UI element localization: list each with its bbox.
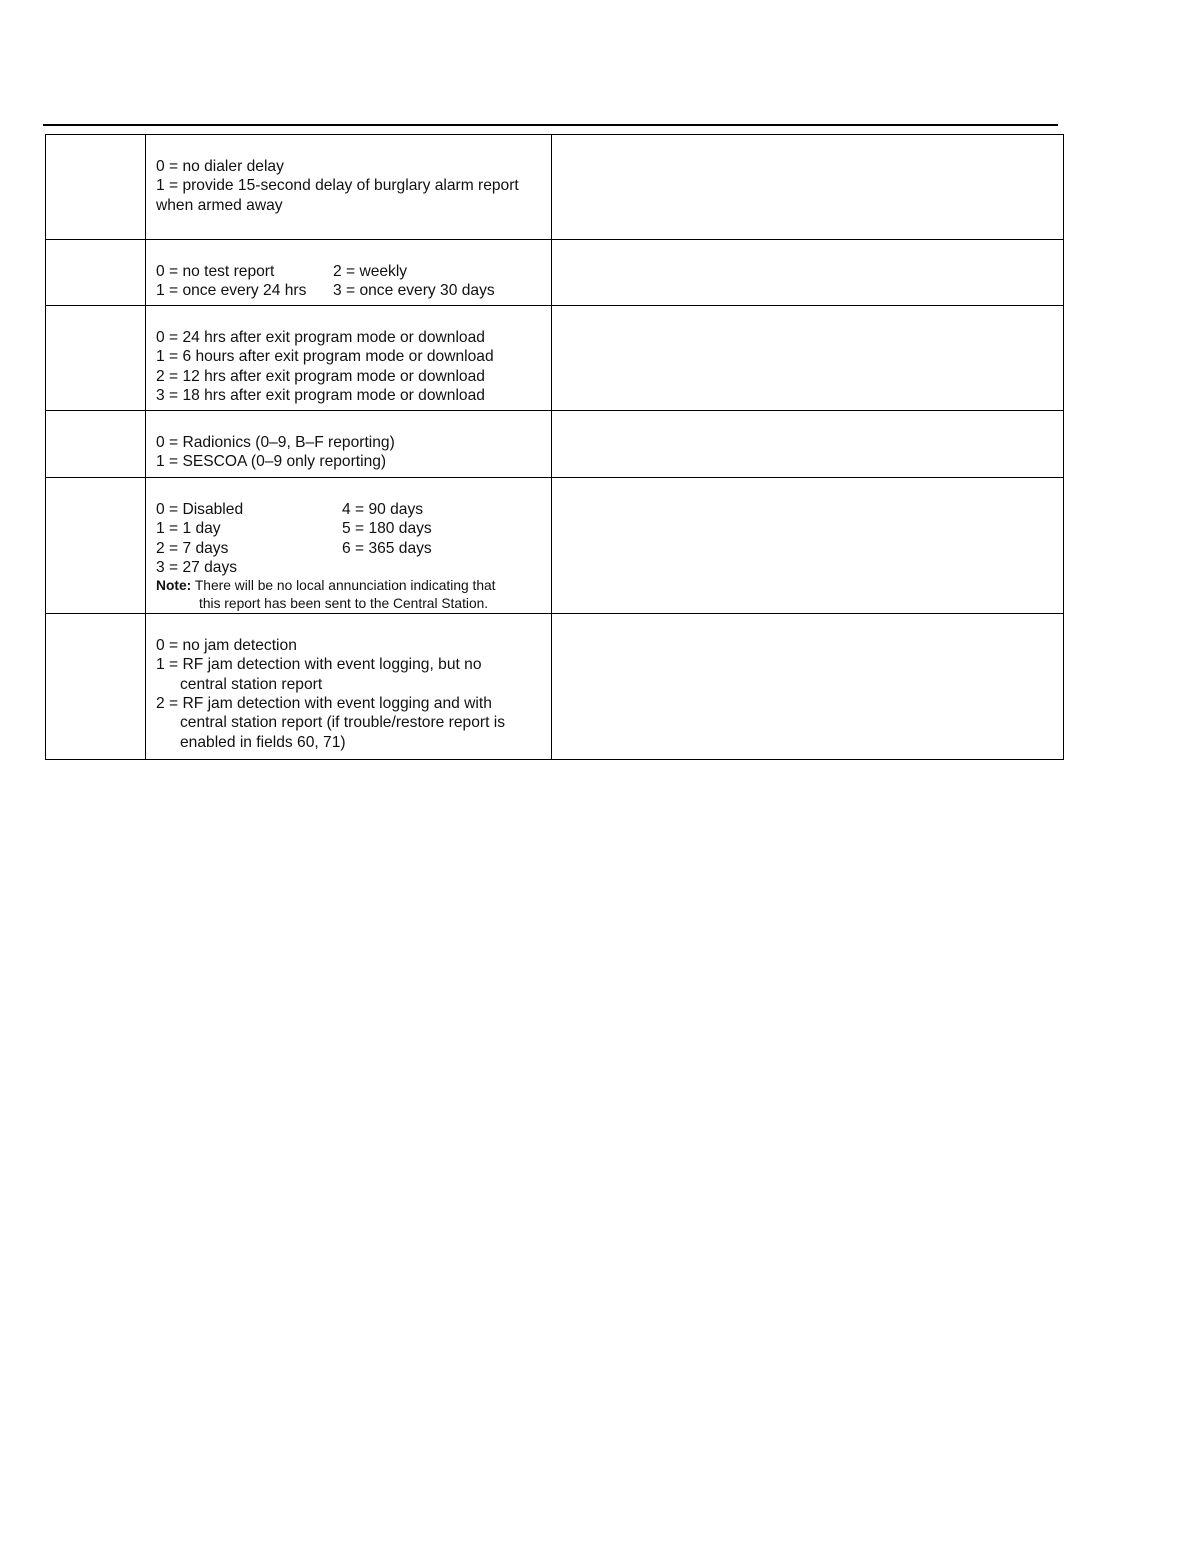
note-label: Note:	[156, 578, 192, 594]
option-line: when armed away	[156, 196, 283, 214]
note-text: There will be no local annunciation indicating that	[194, 578, 496, 594]
header-rule	[43, 124, 1058, 126]
table-row	[46, 614, 1064, 760]
notes-cell	[552, 306, 1064, 411]
option-line: 1 = 6 hours after exit program mode or download	[156, 348, 494, 366]
description-cell	[146, 411, 552, 478]
field-number-cell	[46, 411, 146, 478]
option-line: 2 = 12 hrs after exit program mode or download	[156, 367, 485, 385]
description-cell	[146, 135, 552, 240]
option-left: 2 = 7 days	[156, 539, 229, 557]
table-row	[46, 306, 1064, 411]
notes-cell	[552, 614, 1064, 760]
option-right: 3 = once every 30 days	[333, 282, 495, 300]
option-pair	[156, 262, 541, 281]
option-line: 1 = RF jam detection with event logging, but no	[156, 656, 482, 674]
option-pair	[156, 281, 541, 300]
option-line: 1 = provide 15-second delay of burglary alarm report	[156, 177, 519, 195]
option-line: 2 = RF jam detection with event logging and with	[156, 695, 492, 713]
option-line: 1 = SESCOA (0–9 only reporting)	[156, 453, 387, 471]
option-right: 5 = 180 days	[342, 520, 432, 538]
description-cell	[146, 614, 552, 760]
option-pair	[156, 539, 541, 558]
option-line: 0 = no jam detection	[156, 637, 297, 655]
option-line: 0 = 24 hrs after exit program mode or download	[156, 329, 485, 346]
option-left: 0 = no test report	[156, 263, 275, 280]
description-cell	[146, 306, 552, 411]
notes-cell	[552, 240, 1064, 306]
option-right: 6 = 365 days	[342, 539, 432, 557]
option-line: 0 = Radionics (0–9, B–F reporting)	[156, 434, 395, 451]
notes-cell	[552, 478, 1064, 614]
description-cell	[146, 240, 552, 306]
field-number-cell	[46, 240, 146, 306]
notes-cell	[552, 411, 1064, 478]
option-left: 1 = once every 24 hrs	[156, 282, 307, 300]
option-left: 1 = 1 day	[156, 520, 221, 538]
note-continuation: this report has been sent to the Central Station.	[199, 596, 489, 612]
option-line-continuation: enabled in fields 60, 71)	[180, 733, 346, 751]
table-row	[46, 411, 1064, 478]
field-number-cell	[46, 306, 146, 411]
table-row	[46, 135, 1064, 240]
table-row	[46, 240, 1064, 306]
option-right: 2 = weekly	[333, 263, 408, 280]
table-row	[46, 478, 1064, 614]
description-cell	[146, 478, 552, 614]
option-line-continuation: central station report	[180, 675, 323, 693]
field-number-cell	[46, 478, 146, 614]
note	[156, 577, 541, 613]
option-line-continuation: central station report (if trouble/restore report is	[180, 714, 506, 732]
notes-cell	[552, 135, 1064, 240]
program-field-table	[45, 134, 1064, 760]
field-number-cell	[46, 614, 146, 760]
option-right: 4 = 90 days	[342, 501, 424, 518]
option-pair	[156, 500, 541, 519]
option-pair	[156, 519, 541, 538]
option-line: 0 = no dialer delay	[156, 158, 284, 175]
option-line: 3 = 27 days	[156, 558, 238, 576]
field-number-cell	[46, 135, 146, 240]
option-left: 0 = Disabled	[156, 501, 244, 518]
option-line: 3 = 18 hrs after exit program mode or download	[156, 386, 485, 404]
